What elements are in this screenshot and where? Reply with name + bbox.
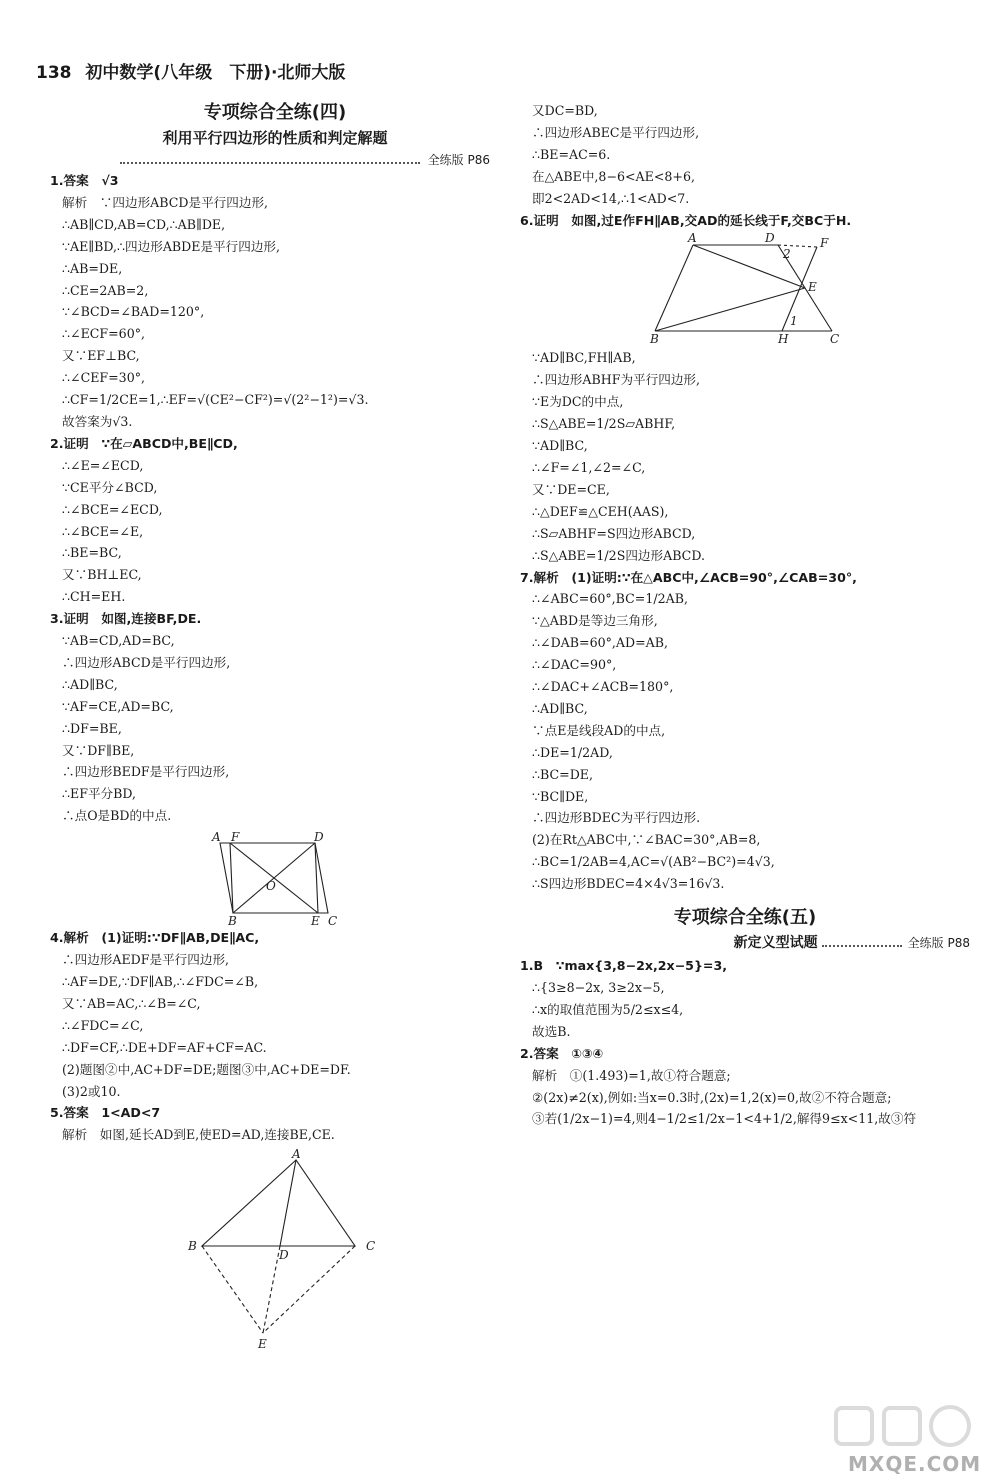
label-d: D — [279, 1248, 289, 1263]
text-line: ∴CF=1/2CE=1,∴EF=√(CE²−CF²)=√(2²−1²)=√3. — [62, 392, 369, 408]
text-line: 4.解析 (1)证明:∵DF∥AB,DE∥AC, — [50, 930, 260, 946]
text-line: ∵AB=CD,AD=BC, — [62, 633, 175, 649]
label-a: A — [292, 1148, 301, 1162]
label-e: E — [808, 280, 817, 295]
text-line: ∴EF平分BD, — [62, 786, 137, 802]
label-c: C — [366, 1239, 376, 1254]
segment-ce-dashed — [263, 1246, 355, 1333]
text-line: ∴∠CEF=30°, — [62, 370, 146, 386]
text-line: 又∵BH⊥EC, — [62, 567, 142, 583]
text-line: ∵BC∥DE, — [532, 788, 589, 804]
label-d: D — [765, 233, 775, 246]
text-line: ∴四边形BEDF是平行四边形, — [62, 764, 230, 780]
text-line: ∴AD∥BC, — [62, 676, 118, 692]
section5-heading — [520, 905, 970, 955]
section4-page-ref: 全练版 P86 — [427, 153, 490, 167]
section4-title: 专项综合全练(四) — [203, 102, 347, 123]
left-column — [50, 100, 500, 1360]
text-line: ∴AB=DE, — [62, 260, 123, 276]
label-b: B — [228, 914, 237, 926]
text-line: ∴S▱ABHF=S四边形ABCD, — [532, 525, 696, 541]
text-line: 又∵DF∥BE, — [62, 742, 135, 758]
text-line: ∴∠ECF=60°, — [62, 326, 146, 342]
text-line: ∴AB∥CD,AB=CD,∴AB∥DE, — [62, 216, 226, 232]
text-line: ∵AE∥BD,∴四边形ABDE是平行四边形, — [62, 238, 281, 254]
text-line: 7.解析 (1)证明:∵在△ABC中,∠ACB=90°,∠CAB=30°, — [520, 569, 857, 585]
text-line: ∴BE=BC, — [62, 545, 122, 561]
section5-subtitle: 新定义型试题 — [733, 935, 818, 952]
text-line: 故选B. — [532, 1023, 571, 1039]
text-line: ∴∠BCE=∠ECD, — [62, 501, 163, 517]
text-line: 又∵EF⊥BC, — [62, 348, 140, 364]
segment-ab — [655, 245, 693, 331]
text-line: ∴S△ABE=1/2S▱ABHF, — [532, 416, 676, 432]
text-line: ∴四边形ABEC是平行四边形, — [532, 124, 700, 140]
text-line: ∵△ABD是等边三角形, — [532, 613, 658, 629]
text-line: 解析 ∵四边形ABCD是平行四边形, — [62, 194, 269, 210]
segment-be — [655, 288, 805, 331]
text-line: (3)2或10. — [62, 1083, 121, 1099]
text-line: ∴∠ABC=60°,BC=1/2AB, — [532, 591, 688, 607]
label-d: D — [314, 830, 324, 845]
label-angle-2: 2 — [783, 247, 791, 262]
text-line: ∴∠FDC=∠C, — [62, 1017, 144, 1033]
text-line: ∴∠BCE=∠E, — [62, 523, 144, 539]
segment-bd — [233, 843, 315, 913]
text-line: ∴△DEF≌△CEH(AAS), — [532, 503, 669, 519]
label-c: C — [328, 914, 338, 926]
triangle-abc — [202, 1160, 355, 1246]
text-line: 又∵AB=AC,∴∠B=∠C, — [62, 995, 201, 1011]
text-line: ∴四边形ABCD是平行四边形, — [62, 654, 231, 670]
section4-ref-line — [50, 150, 500, 170]
text-line: 2.证明 ∵在▱ABCD中,BE∥CD, — [50, 435, 238, 451]
text-line: ∴四边形ABHF为平行四边形, — [532, 372, 701, 388]
text-line: ∴DE=1/2AD, — [532, 744, 613, 760]
text-line: ∵AF=CE,AD=BC, — [62, 698, 174, 714]
text-line: ③若(1/2x−1)=4,则4−1/2≤1/2x−1<4+1/2,解得9≤x<11,故③符 — [532, 1111, 917, 1127]
text-line: ∴{3≥8−2x, 3≥2x−5, — [532, 980, 665, 995]
text-line: ∴∠DAC=90°, — [532, 657, 617, 673]
text-line: (2)题图②中,AC+DF=DE;题图③中,AC+DE=DF. — [62, 1061, 351, 1077]
label-f: F — [231, 830, 240, 845]
page-number: 138 — [36, 63, 72, 83]
text-line: ∵CE平分∠BCD, — [62, 479, 158, 495]
page-header — [36, 58, 345, 83]
section5-page-ref: 全练版 P88 — [907, 936, 970, 951]
text-line: ∴四边形AEDF是平行四边形, — [62, 952, 230, 968]
text-line: 故答案为√3. — [62, 413, 133, 429]
label-e: E — [258, 1337, 267, 1352]
dotted-leader — [822, 945, 902, 947]
text-line: ∴S四边形BDEC=4×4√3=16√3. — [532, 876, 725, 892]
label-h: H — [778, 332, 789, 346]
text-line: ∵点E是线段AD的中点, — [532, 722, 666, 738]
text-line: ∴CE=2AB=2, — [62, 282, 149, 298]
text-line: ∴CH=EH. — [62, 589, 126, 605]
label-c: C — [830, 332, 840, 346]
label-e: E — [311, 914, 320, 926]
text-line: ∵∠BCD=∠BAD=120°, — [62, 304, 205, 320]
section5-sub-line — [520, 931, 970, 955]
text-line: ∵AD∥BC, — [532, 438, 588, 454]
text-line: ∴DF=CF,∴DE+DF=AF+CF=AC. — [62, 1039, 267, 1055]
text-line: ∴x的取值范围为5/2≤x≤4, — [532, 1001, 684, 1017]
text-line: (2)在Rt△ABC中,∵∠BAC=30°,AB=8, — [532, 832, 761, 848]
text-line: 2.答案 ①③④ — [520, 1045, 604, 1061]
dotted-leader — [120, 162, 420, 164]
right-column — [520, 100, 970, 1130]
watermark-text: MXQE.COM — [848, 1452, 982, 1476]
text-line: ∴∠DAB=60°,AD=AB, — [532, 635, 668, 651]
book-title: 初中数学(八年级 下册)·北师大版 — [85, 63, 346, 83]
label-angle-1: 1 — [790, 314, 798, 329]
text-line: ∴BC=DE, — [532, 766, 593, 782]
text-line: 1.B ∵max{3,8−2x,2x−5}=3, — [520, 958, 728, 974]
segment-be-dashed — [202, 1246, 263, 1333]
text-line: ∴AF=DE,∵DF∥AB,∴∠FDC=∠B, — [62, 974, 259, 989]
text-line: ∴∠F=∠1,∠2=∠C, — [532, 459, 646, 475]
text-line: ∵AD∥BC,FH∥AB, — [532, 350, 636, 366]
text-line: 解析 ①(1.493)=1,故①符合题意; — [532, 1067, 731, 1083]
text-line: ∴点O是BD的中点. — [62, 808, 172, 824]
section4-subtitle: 利用平行四边形的性质和判定解题 — [162, 129, 388, 147]
label-b: B — [188, 1239, 197, 1254]
text-line: ∴S△ABE=1/2S四边形ABCD. — [532, 547, 705, 563]
text-line: ∴∠DAC+∠ACB=180°, — [532, 679, 674, 695]
text-line: ∴BE=AC=6. — [532, 146, 611, 162]
text-line: 5.答案 1<AD<7 — [50, 1105, 161, 1121]
text-line: ∵E为DC的中点, — [532, 394, 624, 410]
text-line: 1.答案 √3 — [50, 173, 119, 188]
text-line: ∴BC=1/2AB=4,AC=√(AB²−BC²)=4√3, — [532, 854, 775, 870]
text-line: ②(2x)≠2(x),例如:当x=0.3时,(2x)=1,2(x)=0,故②不符合题意; — [532, 1089, 892, 1105]
trapezoid-figure-q6 — [520, 233, 970, 345]
parallelogram-figure-q3 — [50, 829, 500, 925]
section5-title: 专项综合全练(五) — [673, 907, 817, 929]
label-o: O — [266, 879, 276, 894]
label-b: B — [650, 332, 659, 346]
text-line: 3.证明 如图,连接BF,DE. — [50, 611, 202, 627]
label-a: A — [688, 233, 697, 246]
text-line: 在△ABE中,8−6<AE<8+6, — [532, 168, 695, 184]
text-line: 解析 如图,延长AD到E,使ED=AD,连接BE,CE. — [62, 1127, 335, 1143]
label-f: F — [820, 236, 829, 251]
text-line: ∴∠E=∠ECD, — [62, 457, 144, 473]
text-line: 又DC=BD, — [532, 103, 598, 118]
text-line: 又∵DE=CE, — [532, 481, 610, 497]
label-a: A — [212, 830, 221, 845]
triangle-figure-q5 — [50, 1148, 500, 1358]
text-line: ∴DF=BE, — [62, 720, 122, 736]
text-line: 6.证明 如图,过E作FH∥AB,交AD的延长线于F,交BC于H. — [520, 212, 852, 228]
text-line: ∴四边形BDEC为平行四边形. — [532, 810, 701, 826]
text-line: 即2<2AD<14,∴1<AD<7. — [532, 190, 690, 206]
text-line: ∴AD∥BC, — [532, 700, 588, 716]
